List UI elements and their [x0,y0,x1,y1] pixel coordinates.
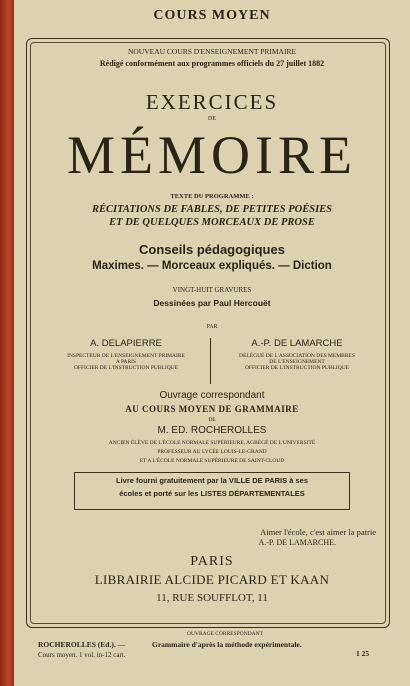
conformity-label: Rédigé conformément aux programmes officiels du 27 juillet 1882 [99,59,325,68]
publisher-label: LIBRAIRIE ALCIDE PICARD ET KAAN [94,572,330,587]
red-spine [0,0,14,686]
texte-label: TEXTE DU PROGRAMME : [170,193,254,200]
au-cours-label: AU COURS MOYEN DE GRAMMAIRE [125,404,299,414]
author-divider [210,338,211,384]
author1-name: A. DELAPIERRE [90,338,162,349]
footer-right1: Grammaire d'après la méthode expérimentale. [152,640,302,649]
author2-name: A.-P. DE LAMARCHE [251,338,343,349]
title-memoire: MÉMOIRE [67,125,357,185]
footer-price: 1 25 [356,649,370,658]
author1-line3: OFFICIER DE L'INSTRUCTION PUBLIQUE [73,365,179,371]
maximes-label: Maximes. — Morceaux expliqués. — Diction [92,260,332,272]
series-label: NOUVEAU COURS D'ENSEIGNEMENT PRIMAIRE [127,47,297,56]
author3-line3: ET A L'ÉCOLE NORMALE SUPÉRIEURE DE SAINT-CLOUD [139,458,285,464]
author2-line1: DÉLÉGUÉ DE L'ASSOCIATION DES MEMBRES [239,353,355,359]
header-label: COURS MOYEN [153,8,271,23]
author3-line1: ANCIEN ÉLÈVE DE L'ÉCOLE NORMALE SUPÉRIEURE, AGRÉGÉ DE L'UNIVERSITÉ [108,440,316,446]
notice-line1: Livre fourni gratuitement par la VILLE DE PARIS à ses [116,476,308,485]
author3-name: M. ED. ROCHEROLLES [157,425,267,436]
city-label: PARIS [190,554,234,569]
author2-line3: OFFICIER DE L'INSTRUCTION PUBLIQUE [244,365,350,371]
footer-left1: ROCHEROLLES (Ed.). — [38,640,126,649]
texte-line1: RÉCITATIONS DE FABLES, DE PETITES POÉSIES [91,204,333,215]
notice-line2: écoles et porté sur les LISTES DÉPARTEMENTALES [119,489,305,498]
title-de: DE [208,116,216,122]
texte-line2: ET DE QUELQUES MORCEAUX DE PROSE [109,217,315,228]
author2-line2: DE L'ENSEIGNEMENT [269,359,325,365]
ouvrage-label: Ouvrage correspondant [159,390,265,401]
author1-line1: INSPECTEUR DE L'ENSEIGNEMENT PRIMAIRE [67,353,185,359]
author2-block [212,338,382,371]
par-label: PAR [206,324,218,330]
author1-block [40,338,212,371]
conseils-label: Conseils pédagogiques [139,242,285,257]
author1-line2: A PARIS [115,359,137,365]
title-exercices: EXERCICES [145,90,279,114]
quote-text: Aimer l'école, c'est aimer la patrie [260,527,376,537]
quote-author: A.-P. DE LAMARCHE. [258,538,336,547]
address-label: 11, RUE SOUFFLOT, 11 [156,592,268,604]
dessinees-label: Dessinées par Paul Hercouët [153,298,271,308]
de-label: DE [208,417,216,423]
footer-ouvrage: OUVRAGE CORRESPONDANT [187,631,263,637]
gravures-label: VINGT-HUIT GRAVURES [172,286,252,294]
footer-left2: Cours moyen. 1 vol. in-12 cart. [38,651,126,659]
author3-line2: PROFESSEUR AU LYCÉE LOUIS-LE-GRAND [157,449,267,455]
